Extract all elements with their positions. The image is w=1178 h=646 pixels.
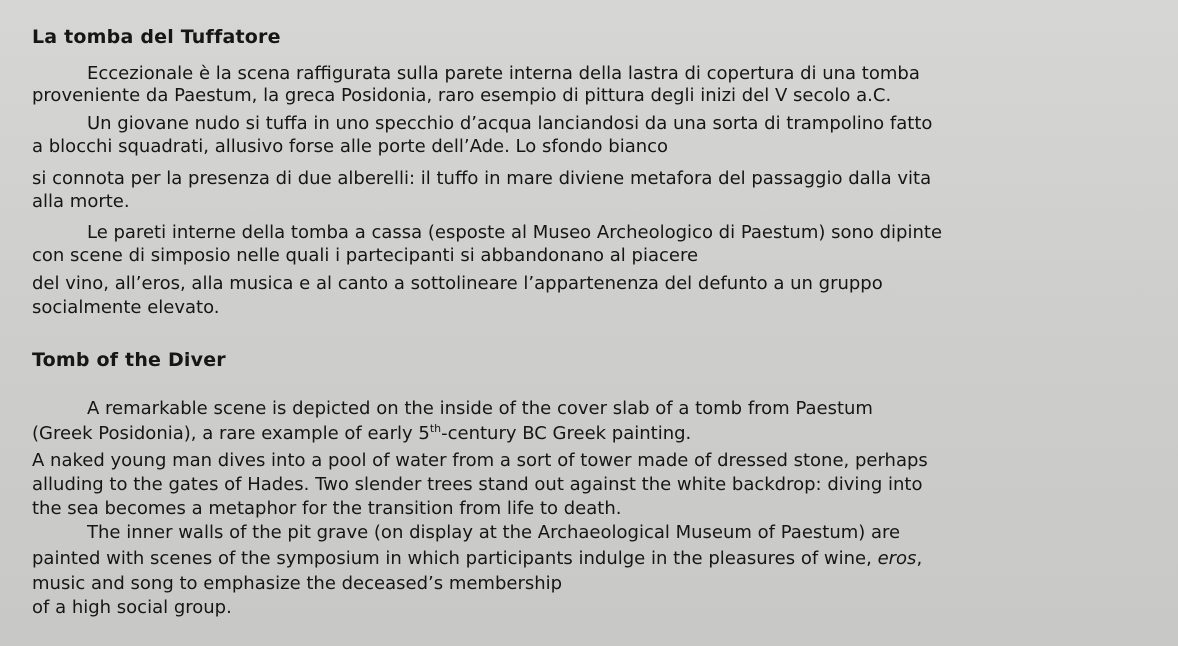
english-paragraph-2-line-1: The inner walls of the pit grave (on display at the Archaeological Museum of Paestum) are [87,522,901,543]
english-line2-text-end: -century BC Greek painting. [441,423,692,444]
english-paragraph-2-line-4: of a high social group. [32,597,232,618]
italian-paragraph-3-line-4: socialmente elevato. [32,297,220,318]
english-paragraph-1-line-4: alluding to the gates of Hades. Two slender trees stand out against the white backdrop: diving into [32,474,923,495]
english-paragraph-1-line-3: A naked young man dives into a pool of water from a sort of tower made of dressed stone, perhaps [32,450,928,471]
italian-paragraph-3-line-1: Le pareti interne della tomba a cassa (esposte al Museo Archeologico di Paestum) sono dipinte [87,222,943,243]
italian-paragraph-2-line-2: a blocchi squadrati, allusivo forse alle porte dell’Ade. Lo sfondo bianco [32,136,669,157]
english-paragraph-2-line-3: music and song to emphasize the deceased’s membership [32,573,563,594]
english-line7-text: painted with scenes of the symposium in which participants indulge in the pleasures of wine, [32,548,878,569]
ordinal-superscript: th [429,422,442,435]
english-paragraph-1-line-1: A remarkable scene is depicted on the inside of the cover slab of a tomb from Paestum [87,398,873,419]
english-title: Tomb of the Diver [32,349,226,371]
italic-eros: eros [877,548,917,569]
italian-paragraph-3-line-3: del vino, all’eros, alla musica e al canto a sottolineare l’appartenenza del defunto a un gruppo [32,273,883,294]
italian-paragraph-2-line-4: alla morte. [32,191,130,212]
italian-paragraph-1-line-1: Eccezionale è la scena raffigurata sulla parete interna della lastra di copertura di una tomba [87,63,920,84]
english-paragraph-1-line-5: the sea becomes a metaphor for the transition from life to death. [32,498,622,519]
italian-title: La tomba del Tuffatore [32,26,281,48]
english-line2-text: (Greek Posidonia), a rare example of early 5 [32,423,430,444]
english-line7-text-end: , [916,548,923,569]
italian-paragraph-2-line-3: si connota per la presenza di due alberelli: il tuffo in mare diviene metafora del passaggio dalla vita [32,168,932,189]
italian-paragraph-1-line-2: proveniente da Paestum, la greca Posidonia, raro esempio di pittura degli inizi del V secolo a.C. [32,85,892,106]
english-paragraph-2-line-2 [32,548,922,569]
italian-paragraph-3-line-2: con scene di simposio nelle quali i partecipanti si abbandonano al piacere [32,245,699,266]
english-paragraph-1-line-2 [32,423,691,444]
italian-paragraph-2-line-1: Un giovane nudo si tuffa in uno specchio d’acqua lanciandosi da una sorta di trampolino fatto [87,113,933,134]
